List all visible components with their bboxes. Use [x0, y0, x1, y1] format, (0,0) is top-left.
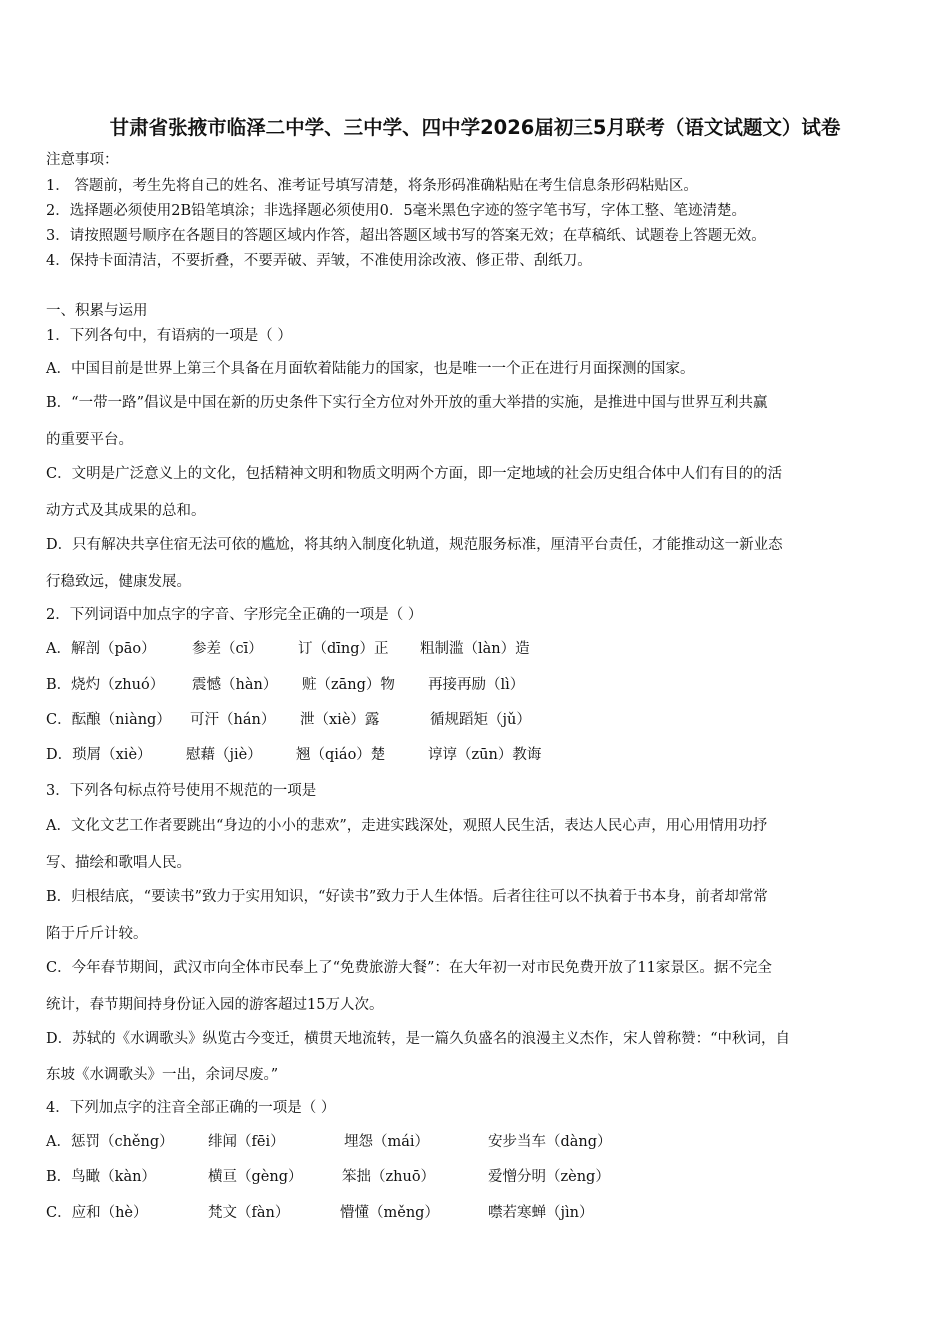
q4-c-word-1: C．应和（hè）	[46, 1205, 148, 1221]
q3-option-c-line2: 统计，春节期间持身份证入园的游客超过15万人次。	[46, 997, 384, 1013]
q4-a-word-2: 绯闻（fēi）	[208, 1134, 285, 1150]
q4-c-word-2: 梵文（fàn）	[208, 1205, 290, 1221]
q2-d-word-2: 慰藉（jiè）	[186, 747, 262, 763]
q4-a-word-4: 安步当车（dàng）	[488, 1134, 612, 1150]
q4-stem: 4．下列加点字的注音全部正确的一项是（ ）	[46, 1100, 336, 1116]
q1-option-b-line2: 的重要平台。	[46, 432, 133, 448]
section-heading: 一、积累与运用	[46, 303, 148, 319]
q3-option-d-line2: 东坡《水调歌头》一出，余词尽废。”	[46, 1067, 279, 1083]
q4-b-word-1: B．鸟瞰（kàn）	[46, 1169, 156, 1185]
q4-a-word-3: 埋怨（mái）	[344, 1134, 430, 1150]
q2-b-word-4: 再接再励（lì）	[428, 677, 525, 693]
q2-a-word-4: 粗制滥（làn）造	[420, 641, 530, 657]
q1-option-c-line1: C．文明是广泛意义上的文化，包括精神文明和物质文明两个方面，即一定地域的社会历史组合体中人们有目的的活	[46, 466, 783, 482]
q2-d-word-4: 谆谆（zūn）教诲	[428, 747, 542, 763]
q3-option-a-line2: 写、描绘和歌唱人民。	[46, 855, 191, 871]
q1-stem: 1．下列各句中，有语病的一项是（ ）	[46, 328, 292, 344]
q1-option-c-line2: 动方式及其成果的总和。	[46, 503, 206, 519]
q3-option-b-line1: B．归根结底，“要读书”致力于实用知识，“好读书”致力于人生体悟。后者往往可以不执着于书本身，前者却常常	[46, 889, 768, 905]
q4-b-word-4: 爱憎分明（zèng）	[488, 1169, 610, 1185]
q3-option-b-line2: 陷于斤斤计较。	[46, 926, 148, 942]
q3-option-c-line1: C．今年春节期间，武汉市向全体市民奉上了“免费旅游大餐”：在大年初一对市民免费开放了11家景区。据不完全	[46, 960, 772, 976]
q2-c-word-1: C．酝酿（niàng）	[46, 712, 171, 728]
q4-a-word-1: A．惩罚（chěng）	[46, 1134, 174, 1150]
q2-b-word-2: 震憾（hàn）	[192, 677, 278, 693]
q1-option-d-line1: D．只有解决共享住宿无法可依的尴尬，将其纳入制度化轨道，规范服务标准，厘清平台责任，才能推动这一新业态	[46, 537, 783, 553]
notice-item-3: 3．请按照题号顺序在各题目的答题区域内作答，超出答题区域书写的答案无效；在草稿纸、试题卷上答题无效。	[46, 228, 766, 244]
page-title: 甘肃省张掖市临泽二中学、三中学、四中学2026届初三5月联考（语文试题文）试卷	[109, 116, 841, 139]
q3-option-a-line1: A．文化文艺工作者要跳出“身边的小小的悲欢”，走进实践深处，观照人民生活，表达人民心声，用心用情用功抒	[46, 818, 768, 834]
q4-b-word-2: 横亘（gèng）	[208, 1169, 303, 1185]
q2-d-word-1: D．琐屑（xiè）	[46, 747, 152, 763]
q1-option-b-line1: B．“一带一路”倡议是中国在新的历史条件下实行全方位对外开放的重大举措的实施，是推进中国与世界互利共赢	[46, 395, 768, 411]
q2-d-word-3: 翘（qiáo）楚	[296, 747, 386, 763]
notice-item-4: 4．保持卡面清洁，不要折叠，不要弄破、弄皱，不准使用涂改液、修正带、刮纸刀。	[46, 253, 592, 269]
q2-a-word-2: 参差（cī）	[192, 641, 263, 657]
q2-b-word-1: B．烧灼（zhuó）	[46, 677, 165, 693]
q2-a-word-1: A．解剖（pāo）	[46, 641, 156, 657]
q1-option-d-line2: 行稳致远，健康发展。	[46, 574, 191, 590]
q2-b-word-3: 赃（zāng）物	[302, 677, 395, 693]
q2-c-word-2: 可汗（hán）	[190, 712, 276, 728]
notice-heading: 注意事项：	[46, 152, 119, 168]
notice-item-2: 2．选择题必须使用2B铅笔填涂；非选择题必须使用0．5毫米黑色字迹的签字笔书写，字体工整、笔迹清楚。	[46, 203, 747, 219]
q4-c-word-4: 噤若寒蝉（jìn）	[488, 1205, 594, 1221]
q2-c-word-3: 泄（xiè）露	[300, 712, 380, 728]
q2-c-word-4: 循规蹈矩（jǔ）	[430, 712, 531, 728]
q3-stem: 3．下列各句标点符号使用不规范的一项是	[46, 783, 317, 799]
q1-option-a: A．中国目前是世界上第三个具备在月面软着陆能力的国家，也是唯一一个正在进行月面探测的国家。	[46, 361, 695, 377]
notice-item-1: 1． 答题前，考生先将自己的姓名、准考证号填写清楚，将条形码准确粘贴在考生信息条形码粘贴区。	[46, 178, 698, 194]
q4-b-word-3: 笨拙（zhuō）	[342, 1169, 436, 1185]
q2-stem: 2．下列词语中加点字的字音、字形完全正确的一项是（ ）	[46, 607, 423, 623]
q3-option-d-line1: D．苏轼的《水调歌头》纵览古今变迁，横贯天地流转，是一篇久负盛名的浪漫主义杰作，宋人曾称赞：“中秋词，自	[46, 1031, 791, 1047]
q2-a-word-3: 订（dīng）正	[298, 641, 389, 657]
q4-c-word-3: 懵懂（měng）	[340, 1205, 439, 1221]
